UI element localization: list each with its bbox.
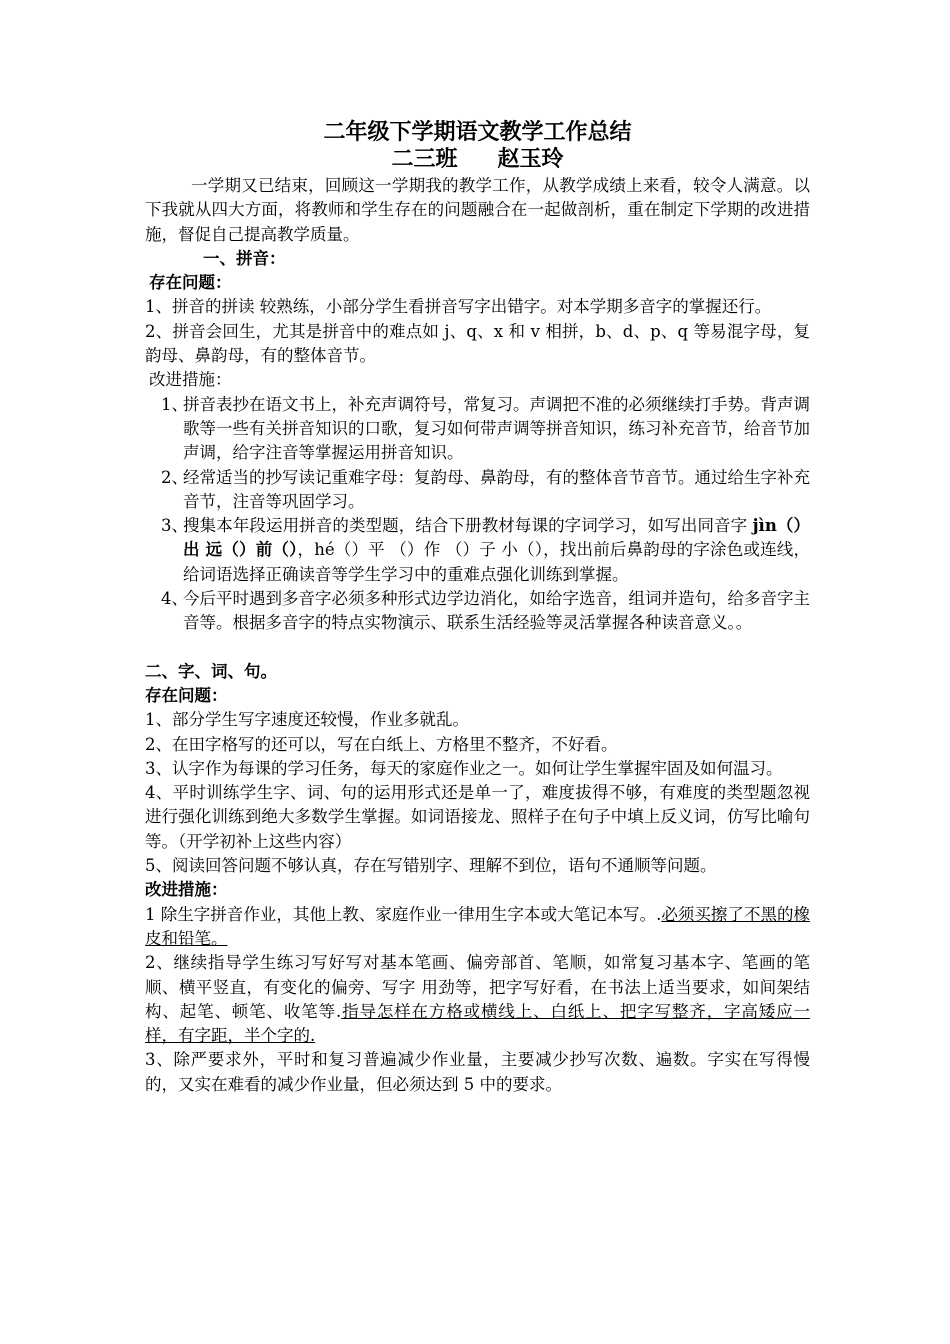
list-item-text-continued: ，hé（）平 （）作 （）子 小（），找出前后鼻韵母的字涂色或连线，给词语选择正确读音等学生学习中的重难点强化训练到掌握。 — [183, 540, 810, 584]
list-item-text: 今后平时遇到多音字必须多种形式边学边消化，如给字选音，组词并造句，给多音字主音等。根据多音字的特点实物演示、联系生活经验等灵活掌握各种读音意义。。 — [183, 589, 810, 633]
section-1-problem: 1、拼音的拼读 较熟练，小部分学生看拼音写字出错字。对本学期多音字的掌握还行。 — [145, 297, 772, 317]
author-name: 赵玉玲 — [497, 146, 564, 172]
list-item — [155, 514, 810, 587]
section-1-heading: 一、拼音： — [203, 248, 286, 268]
list-item-text: 搜集本年段运用拼音的类型题，结合下册教材每课的字词学习，如写出同音字 — [183, 516, 753, 536]
author-line — [145, 146, 810, 172]
section-2-heading: 二、字、词、句。 — [145, 661, 277, 681]
measure-underlined-text: 指导怎样在方格或横线上、白纸上、把字写整齐，字高矮应一样，有字距，半个字的. — [145, 1001, 811, 1046]
pinyin-example: jìn（）出 远（）前（） — [183, 516, 811, 560]
intro-paragraph: 一学期又已结束，回顾这一学期我的教学工作，从教学成绩上来看，较令人满意。以下我就从四大方面，将教师和学生存在的问题融合在一起做剖析，重在制定下学期的改进措施，督促自己提高教学质量。 — [145, 176, 810, 244]
list-item — [155, 587, 810, 636]
section-1-measures-list — [145, 393, 810, 636]
section-1-problem: 2、拼音会回生，尤其是拼音中的难点如 j、q、x 和 v 相拼，b、d、p、q 等易混字母，复韵母、鼻韵母，有的整体音节。 — [145, 321, 810, 366]
section-2-problem: 3、认字作为每课的学习任务，每天的家庭作业之一。如何让学生掌握牢固及如何温习。 — [145, 758, 783, 778]
document-page — [145, 118, 810, 1097]
section-2-problem: 2、在田字格写的还可以，写在白纸上、方格里不整齐，不好看。 — [145, 734, 618, 754]
measure-text: 1 除生字拼音作业，其他上教、家庭作业一律用生字本或大笔记本写。. — [145, 904, 662, 924]
list-item-text: 拼音表抄在语文书上，补充声调符号，常复习。声调把不准的必须继续打手势。背声调歌等一些有关拼音知识的口歌，复习如何带声调等拼音知识，练习补充音节，给音节加声调，给字注音等掌握运用拼音知识。 — [183, 394, 810, 463]
list-item — [155, 393, 810, 466]
list-item-number: 3、 — [161, 516, 188, 536]
section-2-measures-label: 改进措施： — [145, 880, 228, 900]
section-2-problem: 4、平时训练学生字、词、句的运用形式还是单一了，难度拔得不够，有难度的类型题忽视进行强化训练到绝大多数学生掌握。如词语接龙、照样子在句子中填上反义词，仿写比喻句等。（开学初补上这些内容） — [145, 783, 810, 851]
section-2-measure-1 — [145, 903, 810, 952]
section-2-problem: 1、部分学生写字速度还较慢，作业多就乱。 — [145, 710, 469, 730]
measure-text: 2、继续指导学生练习写好写对基本笔画、偏旁部首、笔顺，如常复习基本字、笔画的笔顺、横平竖直，有变化的偏旁、写字 用劲等，把字写好看，在书法上适当要求，如间架结构、起笔、顿笔、收笔等. — [145, 953, 810, 1021]
list-item-number: 2、 — [161, 467, 188, 487]
list-item-number: 1、 — [161, 394, 188, 414]
list-item-number: 4、 — [161, 589, 188, 609]
measure-underlined-text: 必须买擦了不黑的橡皮和铅笔。 — [145, 904, 810, 948]
list-item-text: 经常适当的抄写读记重难字母：复韵母、鼻韵母，有的整体音节音节。通过给生字补充音节，注音等巩固学习。 — [183, 467, 810, 511]
section-2-problems-label: 存在问题： — [145, 685, 228, 705]
section-2-measure-2 — [145, 951, 810, 1048]
section-1-measures-label: 改进措施： — [149, 370, 232, 390]
class-name: 二三班 — [391, 146, 458, 172]
document-title: 二年级下学期语文教学工作总结 — [323, 119, 632, 145]
section-1-problems-label: 存在问题： — [149, 273, 232, 293]
section-2-problem: 5、阅读回答问题不够认真，存在写错别字、理解不到位，语句不通顺等问题。 — [145, 856, 717, 876]
section-2-measure-3: 3、除严要求外，平时和复习普遍减少作业量，主要减少抄写次数、遍数。字实在写得慢的，又实在难看的减少作业量，但必须达到 5 中的要求。 — [145, 1050, 810, 1094]
list-item — [155, 466, 810, 515]
